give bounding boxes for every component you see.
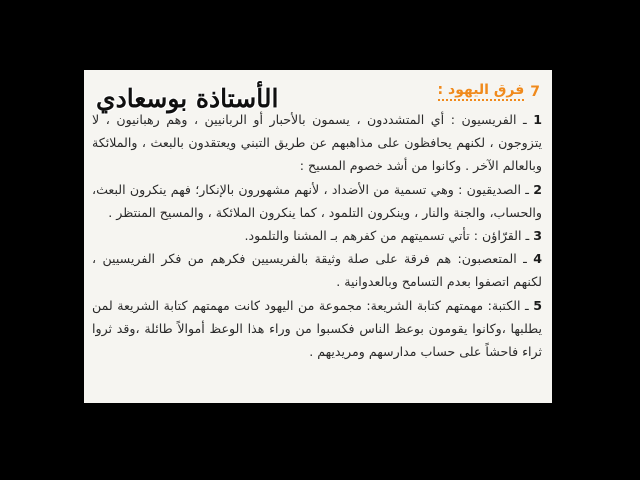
section-title: فرق اليهود : <box>438 82 525 101</box>
paragraph-text: ـ المتعصبون: هم فرقة على صلة وثيقة بالفريسيين فكرهم من فكر الفريسيين ، لكنهم اتصفوا بعدم التسامح وبالعدوانية . <box>92 251 542 290</box>
section-heading <box>438 82 540 101</box>
paragraph-5 <box>92 294 542 364</box>
author-watermark: الأستاذة بوسعادي <box>96 84 279 113</box>
paragraph-number: 1 <box>533 112 542 127</box>
paragraph-1 <box>92 108 542 178</box>
paragraph-text: ـ الصديقيون : وهي تسمية من الأضداد ، لأنهم مشهورون بالإنكار؛ فهم ينكرون البعث، والحساب، والجنة والنار ، وينكرون التلمود ، كما ينكرون الملائكة ، والمسيح المنتظر . <box>92 181 542 220</box>
paragraph-number: 5 <box>533 297 542 313</box>
paragraph-number: 2 <box>533 181 542 197</box>
paragraph-2 <box>92 178 542 224</box>
paragraph-number: 4 <box>533 251 542 267</box>
paragraph-3 <box>92 224 542 247</box>
document-page <box>84 70 552 403</box>
paragraph-text: ـ الفريسيون : أي المتشددون ، يسمون بالأحبار أو الربانيين ، وهم رهبانيون ، لا يتزوجون ، لكنهم يحافظون على مذاهبهم عن طريق التبني ويعتقدون بالبعث ، والملائكة وبالعالم الآخر . وكانوا من أشد خصوم المسيح : <box>92 112 542 174</box>
document-body <box>92 108 542 363</box>
paragraph-4 <box>92 247 542 293</box>
section-number: 7 <box>530 83 540 100</box>
paragraph-text: ـ القرّاؤن : تأتي تسميتهم من كفرهم بـ المشنا والتلمود. <box>244 228 530 244</box>
paragraph-text: ـ الكتبة: مهمتهم كتابة الشريعة: مجموعة من اليهود كانت مهمتهم كتابة الشريعة لمن يطلبها ،وكانوا يقومون بوعظ الناس فكسبوا من وراء هذا الوعظ أموالاً طائلة ،وقد ثروا ثراء فاحشاً على حساب مدارسهم ومريديهم . <box>92 297 542 360</box>
paragraph-number: 3 <box>533 228 542 244</box>
